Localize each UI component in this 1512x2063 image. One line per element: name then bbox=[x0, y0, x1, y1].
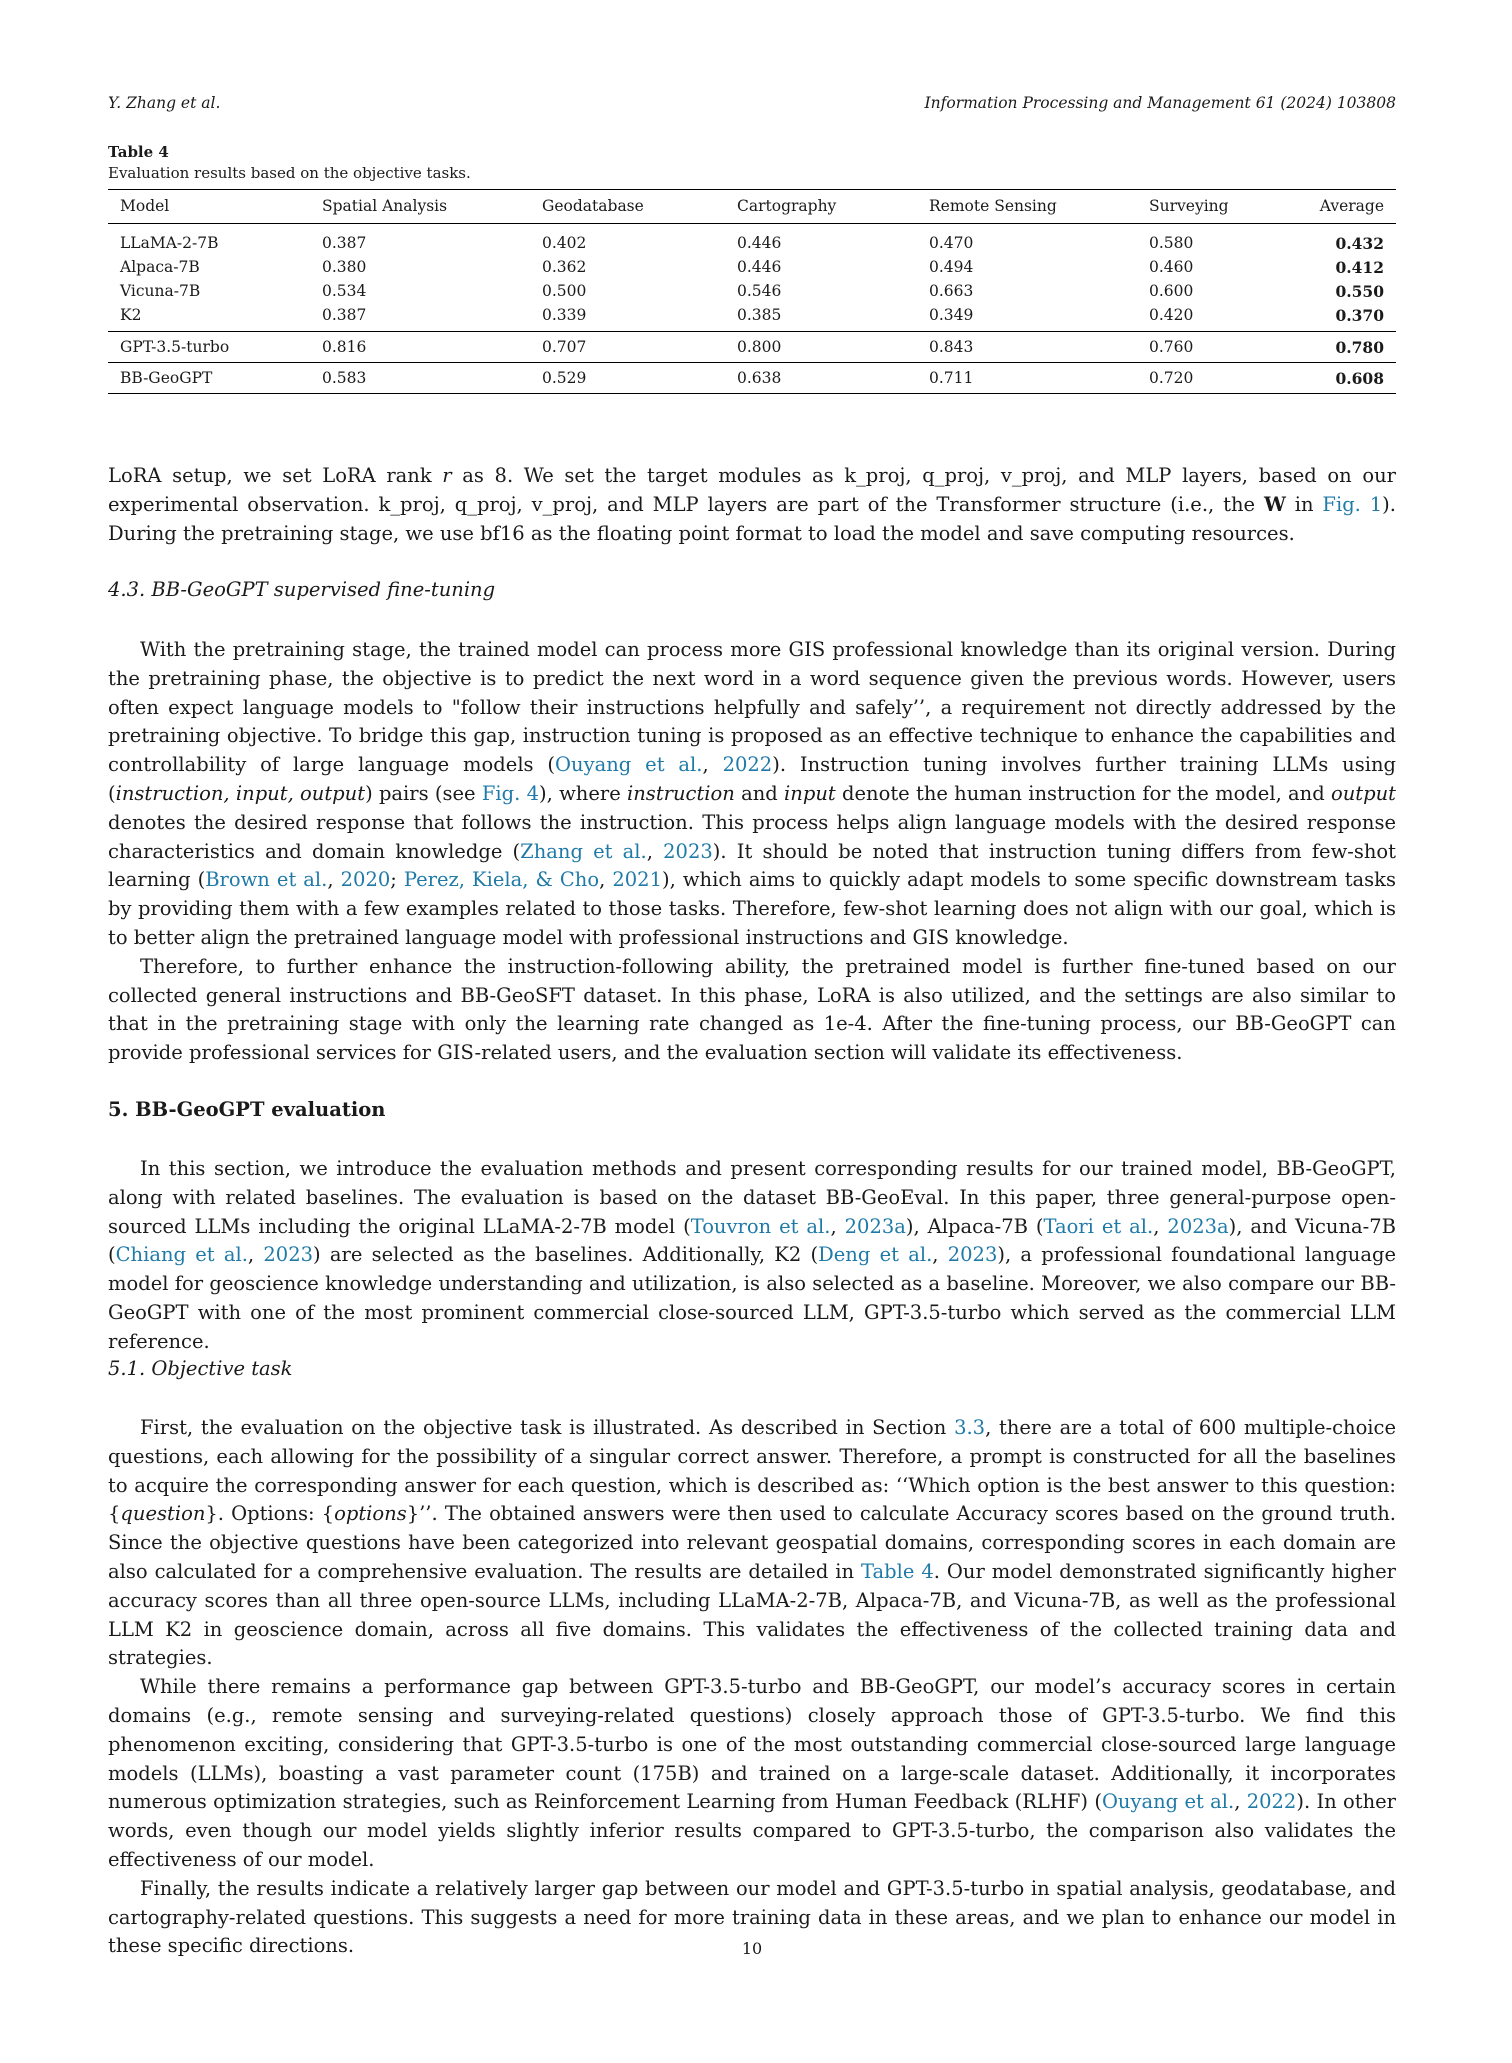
citation-link[interactable]: Perez, Kiela, & Cho bbox=[403, 868, 600, 892]
table-link[interactable]: Table 4 bbox=[861, 1559, 934, 1583]
italic-term: instruction bbox=[627, 781, 735, 805]
paragraph-obj1 bbox=[108, 1414, 1396, 1673]
fig4-link[interactable]: Fig. 4 bbox=[481, 781, 539, 805]
header-spatial-analysis: Spatial Analysis bbox=[310, 190, 530, 224]
text: }. Options: { bbox=[205, 1502, 335, 1526]
header-geodatabase: Geodatabase bbox=[530, 190, 725, 224]
cell-model: LLaMA-2-7B bbox=[120, 234, 219, 252]
paragraph-evaluation: In this section, we introduce the evaluation methods and present corresponding results for our trained model, BB-GeoGPT, along with related baselines. The evaluation is based on the dataset BB-GeoEval. In this paper, three general-purpose open-sourced LLMs including the original LLaMA-2-7B model (Touvron et al., 2023a), Alpaca-7B (Taori et al., 2023a), and Vicuna-7B (Chiang et al., 2023) are selected as the baselines. Additionally, K2 (Deng et al., 2023), a professional foundational language model for geoscience knowledge understanding and utilization, is also selected as a baseline. Moreover, we also compare our BB-GeoGPT with one of the most prominent commercial close-sourced LLM, GPT-3.5-turbo which served as the commercial LLM reference. bbox=[108, 1157, 1397, 1353]
text: }’’. The obtained answers were then used to calculate Accuracy scores based on the ground truth. Since the objective questions have been categorized into relevant geospatial domains, corresponding scores in each domain are also calculated for a comprehensive evaluation. The results are detailed in bbox=[108, 1502, 1397, 1583]
table-caption-text: Evaluation results based on the objective tasks. bbox=[108, 164, 471, 182]
paragraph-ft1: With the pretraining stage, the trained model can process more GIS professional knowledge than its original version. During the pretraining phase, the objective is to predict the next word in a word sequence given the previous words. However, users often expect language models to "follow their instructions helpfully and safely’’, a requirement not directly addressed by the pretraining objective. To bridge this gap, instruction tuning is proposed as an effective technique to enhance the capabilities and controllability of large language models (Ouyang et al., 2022). Instruction tuning involves further training LLMs using (instruction, input, output) pairs (see Fig. 4), where instruction and input denote the human instruction for the model, and output denotes the desired response that follows the instruction. This process helps align language models with the desired response characteristics and domain knowledge (Zhang et al., 2023). It should be noted that instruction tuning differs from few-shot learning (Brown et al., 2020; Perez, Kiela, & Cho, 2021), which aims to quickly adapt models to some specific downstream tasks by providing them with a few examples related to those tasks. Therefore, few-shot learning does not align with our goal, which is to better align the pretrained language model with professional instructions and GIS knowledge. bbox=[108, 638, 1397, 949]
text: . Our model demonstrated significantly higher accuracy scores than all three open-source LLMs, including LLaMA-2-7B, Alpaca-7B, and Vicuna-7B, as well as the professional LLM K2 in geoscience domain, across all five domains. This validates the effectiveness of the collected training data and strategies. bbox=[108, 1559, 1397, 1670]
cell-value: 0.816 bbox=[310, 332, 530, 363]
cell-value: 0.546 bbox=[737, 282, 782, 300]
cell-value: 0.380 bbox=[322, 258, 367, 276]
text: ), Alpaca-7B ( bbox=[905, 1214, 1044, 1238]
text: ), where bbox=[539, 781, 628, 805]
cell-value: 0.720 bbox=[1137, 363, 1309, 394]
paragraph-lora-setup bbox=[108, 462, 1396, 548]
citation-year-link[interactable]: 2023 bbox=[263, 1243, 314, 1267]
cell-value: 0.638 bbox=[725, 363, 917, 394]
table-row bbox=[108, 332, 1396, 363]
cell-value: 0.402 bbox=[542, 234, 587, 252]
table-row bbox=[108, 255, 1396, 279]
cell-value: 0.534 bbox=[322, 282, 367, 300]
cell-average: 0.550 bbox=[1335, 281, 1384, 301]
text: While there remains a performance gap between GPT-3.5-turbo and BB-GeoGPT, our model’s accuracy scores in certain domains (e.g., remote sensing and surveying-related questions) closely approach those of GPT-3.5-turbo. We find this phenomenon exciting, considering that GPT-3.5-turbo is one of the most outstanding commercial close-sourced large language models (LLMs), boasting a vast parameter count (175B) and trained on a large-scale dataset. Additionally, it incorporates numerous optimization strategies, such as Reinforcement Learning from Human Feedback (RLHF) ( bbox=[108, 1675, 1396, 1814]
cell-value: 0.387 bbox=[322, 306, 367, 324]
text: With the pretraining stage, the trained model can process more GIS professional knowledge than its original version. During the pretraining phase, the objective is to predict the next word in a word sequence given the previous words. However, users often expect language models to "follow their instructions helpfully and safely’’, a requirement not directly addressed by the pretraining objective. To bridge this gap, instruction tuning is proposed as an effective technique to enhance the capabilities and controllability of large language models ( bbox=[108, 638, 1396, 777]
text: , there are a total of 600 multiple-choice questions, each allowing for the possibility of a singular correct answer. Therefore, a prompt is constructed for all the baselines to acquire the corresponding answer for each question, which is described as: ‘‘Which option is the best answer to this question: { bbox=[108, 1416, 1397, 1526]
text: ), which aims to quickly adapt models to some specific downstream tasks by providing them with a few examples related to those tasks. Therefore, few-shot learning does not align with our goal, which is to better align the pretrained language model with professional instructions and GIS knowledge. bbox=[108, 868, 1396, 949]
running-head-authors: Y. Zhang et al. bbox=[108, 94, 221, 112]
cell-average: 0.608 bbox=[1309, 363, 1396, 394]
header-surveying: Surveying bbox=[1137, 190, 1309, 224]
cell-value: 0.470 bbox=[929, 234, 974, 252]
cell-value: 0.387 bbox=[322, 234, 367, 252]
section-heading-5-1: 5.1. Objective task bbox=[108, 1357, 293, 1380]
cell-value: 0.349 bbox=[929, 306, 974, 324]
text: denote the human instruction for the model, and bbox=[835, 781, 1331, 805]
table-label: Table 4 bbox=[108, 143, 169, 161]
citation-link[interactable]: Brown et al. bbox=[205, 868, 328, 892]
header-average: Average bbox=[1309, 190, 1396, 224]
citation-link[interactable]: Touvron et al. bbox=[690, 1214, 831, 1238]
text: ), and Vicuna-7B ( bbox=[108, 1214, 1396, 1267]
paragraph-fine-tuning bbox=[108, 636, 1396, 1068]
cell-value: 0.339 bbox=[542, 306, 587, 324]
table-row bbox=[108, 224, 1396, 256]
text: ), a professional foundational language model for geoscience knowledge understanding and utilization, is also selected as a baseline. Moreover, we also compare our BB-GeoGPT with one of the most prominent commercial close-sourced LLM, GPT-3.5-turbo which served as the commercial LLM reference. bbox=[108, 1243, 1397, 1353]
citation-link[interactable]: Taori et al. bbox=[1043, 1214, 1154, 1238]
citation-year-link[interactable]: 2021 bbox=[612, 868, 662, 892]
fig1-link[interactable]: Fig. 1 bbox=[1322, 492, 1383, 516]
text: ) pairs (see bbox=[365, 781, 482, 805]
section-heading-5: 5. BB-GeoGPT evaluation bbox=[108, 1098, 386, 1121]
text: In this section, we introduce the evaluation methods and present corresponding results for our trained model, BB-GeoGPT, along with related baselines. The evaluation is based on the dataset BB-GeoEval. In this paper, three general-purpose open-sourced LLMs including the original LLaMA-2-7B model ( bbox=[108, 1157, 1396, 1238]
paragraph-obj3: Finally, the results indicate a relatively larger gap between our model and GPT-3.5-turbo in spatial analysis, geodatabase, and cartography-related questions. This suggests a need for more training data in these areas, and we plan to enhance our model in these specific directions. bbox=[108, 1876, 1396, 1958]
text: as 8. We set the target modules as k_proj, q_proj, v_proj, and MLP layers, based on our experimental observation. k_proj, q_proj, v_proj, and MLP layers are part of the Transformer structure (i.e., the bbox=[108, 464, 1396, 516]
page-number: 10 bbox=[741, 1939, 763, 1958]
cell-value: 0.800 bbox=[725, 332, 917, 363]
section-link[interactable]: 3.3 bbox=[954, 1416, 986, 1439]
header-model: Model bbox=[108, 190, 310, 224]
cell-model: GPT-3.5-turbo bbox=[108, 332, 310, 363]
cell-model: Vicuna-7B bbox=[120, 282, 201, 300]
citation-link[interactable]: Ouyang et al. bbox=[555, 753, 703, 777]
paragraph-ft2: Therefore, to further enhance the instruction-following ability, the pretrained model is further fine-tuned based on our collected general instructions and BB-GeoSFT dataset. In this phase, LoRA is also utilized, and the settings are also similar to that in the pretraining stage with only the learning rate changed as 1e-4. After the fine-tuning process, our BB-GeoGPT can provide professional services for GIS-related users, and the evaluation section will validate its effectiveness. bbox=[108, 954, 1396, 1065]
paragraph-objective bbox=[108, 1414, 1396, 1961]
citation-link[interactable]: Ouyang et al. bbox=[1101, 1790, 1235, 1814]
italic-term: options bbox=[334, 1502, 407, 1526]
paragraph-obj2: While there remains a performance gap between GPT-3.5-turbo and BB-GeoGPT, our model’s accuracy scores in certain domains (e.g., remote sensing and surveying-related questions) closely approach those of GPT-3.5-turbo. We find this phenomenon exciting, considering that GPT-3.5-turbo is one of the most outstanding commercial close-sourced large language models (LLMs), boasting a vast parameter count (175B) and trained on a large-scale dataset. Additionally, it incorporates numerous optimization strategies, such as Reinforcement Learning from Human Feedback (RLHF) (Ouyang et al., 2022). In other words, even though our model yields slightly inferior results compared to GPT-3.5-turbo, the comparison also validates the effectiveness of our model. bbox=[108, 1675, 1396, 1871]
italic-term: instruction, input, output bbox=[115, 781, 366, 805]
text: ). It should be noted that instruction tuning differs from few-shot learning ( bbox=[108, 839, 1396, 892]
math-w: W bbox=[1263, 492, 1286, 516]
cell-value: 0.500 bbox=[542, 282, 587, 300]
header-remote-sensing: Remote Sensing bbox=[917, 190, 1137, 224]
math-r: r bbox=[442, 464, 452, 487]
italic-term: input bbox=[784, 781, 836, 805]
cell-value: 0.760 bbox=[1137, 332, 1309, 363]
table-row bbox=[108, 279, 1396, 303]
cell-value: 0.711 bbox=[917, 363, 1137, 394]
table-row bbox=[108, 363, 1396, 394]
cell-value: 0.362 bbox=[542, 258, 587, 276]
header-cartography: Cartography bbox=[725, 190, 917, 224]
citation-link[interactable]: Chiang et al. bbox=[115, 1243, 248, 1267]
text: and bbox=[734, 781, 785, 805]
cell-model: Alpaca-7B bbox=[120, 258, 200, 276]
citation-link[interactable]: Deng et al. bbox=[818, 1243, 933, 1267]
section-heading-4-3: 4.3. BB-GeoGPT supervised fine-tuning bbox=[108, 578, 496, 601]
text: LoRA setup, we set LoRA rank bbox=[108, 464, 443, 487]
cell-average: 0.780 bbox=[1309, 332, 1396, 363]
text: ) are selected as the baselines. Additionally, K2 ( bbox=[313, 1243, 819, 1267]
results-table bbox=[108, 189, 1396, 394]
text: First, the evaluation on the objective task is illustrated. As described in Section bbox=[140, 1416, 955, 1439]
citation-year-link[interactable]: 2022 bbox=[722, 753, 773, 777]
citation-year-link[interactable]: 2023 bbox=[947, 1243, 998, 1267]
cell-model: K2 bbox=[120, 306, 142, 324]
cell-value: 0.843 bbox=[917, 332, 1137, 363]
cell-value: 0.663 bbox=[929, 282, 974, 300]
citation-link[interactable]: Zhang et al. bbox=[520, 839, 647, 863]
text: ; bbox=[390, 868, 404, 892]
cell-value: 0.600 bbox=[1149, 282, 1194, 300]
cell-value: 0.494 bbox=[929, 258, 974, 276]
cell-average: 0.412 bbox=[1335, 257, 1384, 277]
citation-year-link[interactable]: 2023a bbox=[844, 1214, 906, 1238]
cell-value: 0.707 bbox=[530, 332, 725, 363]
table-caption bbox=[108, 142, 471, 184]
cell-value: 0.420 bbox=[1149, 306, 1194, 324]
cell-average: 0.370 bbox=[1335, 305, 1384, 325]
cell-value: 0.460 bbox=[1149, 258, 1194, 276]
citation-year-link[interactable]: 2020 bbox=[340, 868, 391, 892]
italic-term: question bbox=[120, 1502, 206, 1526]
cell-value: 0.580 bbox=[1149, 234, 1194, 252]
cell-average: 0.432 bbox=[1335, 233, 1384, 253]
table-header-row bbox=[108, 190, 1396, 224]
cell-model: BB-GeoGPT bbox=[108, 363, 310, 394]
citation-year-link[interactable]: 2022 bbox=[1246, 1790, 1297, 1814]
cell-value: 0.385 bbox=[737, 306, 782, 324]
text: denotes the desired response that follows the instruction. This process helps align language models with the desired response characteristics and domain knowledge ( bbox=[108, 810, 1396, 863]
cell-value: 0.529 bbox=[530, 363, 725, 394]
text: ). During the pretraining stage, we use bf16 as the floating point format to load the model and save computing resources. bbox=[108, 492, 1396, 545]
running-head-journal: Information Processing and Management 61 (2024) 103808 bbox=[924, 94, 1396, 112]
citation-year-link[interactable]: 2023a bbox=[1167, 1214, 1229, 1238]
cell-value: 0.446 bbox=[737, 258, 782, 276]
cell-value: 0.446 bbox=[737, 234, 782, 252]
text: in bbox=[1285, 492, 1323, 516]
table-row bbox=[108, 303, 1396, 332]
cell-value: 0.583 bbox=[310, 363, 530, 394]
text: ). Instruction tuning involves further training LLMs using ( bbox=[108, 753, 1396, 805]
text: ). In other words, even though our model yields slightly inferior results compared to GPT-3.5-turbo, the comparison also validates the effectiveness of our model. bbox=[108, 1790, 1396, 1871]
italic-term: output bbox=[1331, 781, 1397, 805]
citation-year-link[interactable]: 2023 bbox=[663, 839, 713, 863]
